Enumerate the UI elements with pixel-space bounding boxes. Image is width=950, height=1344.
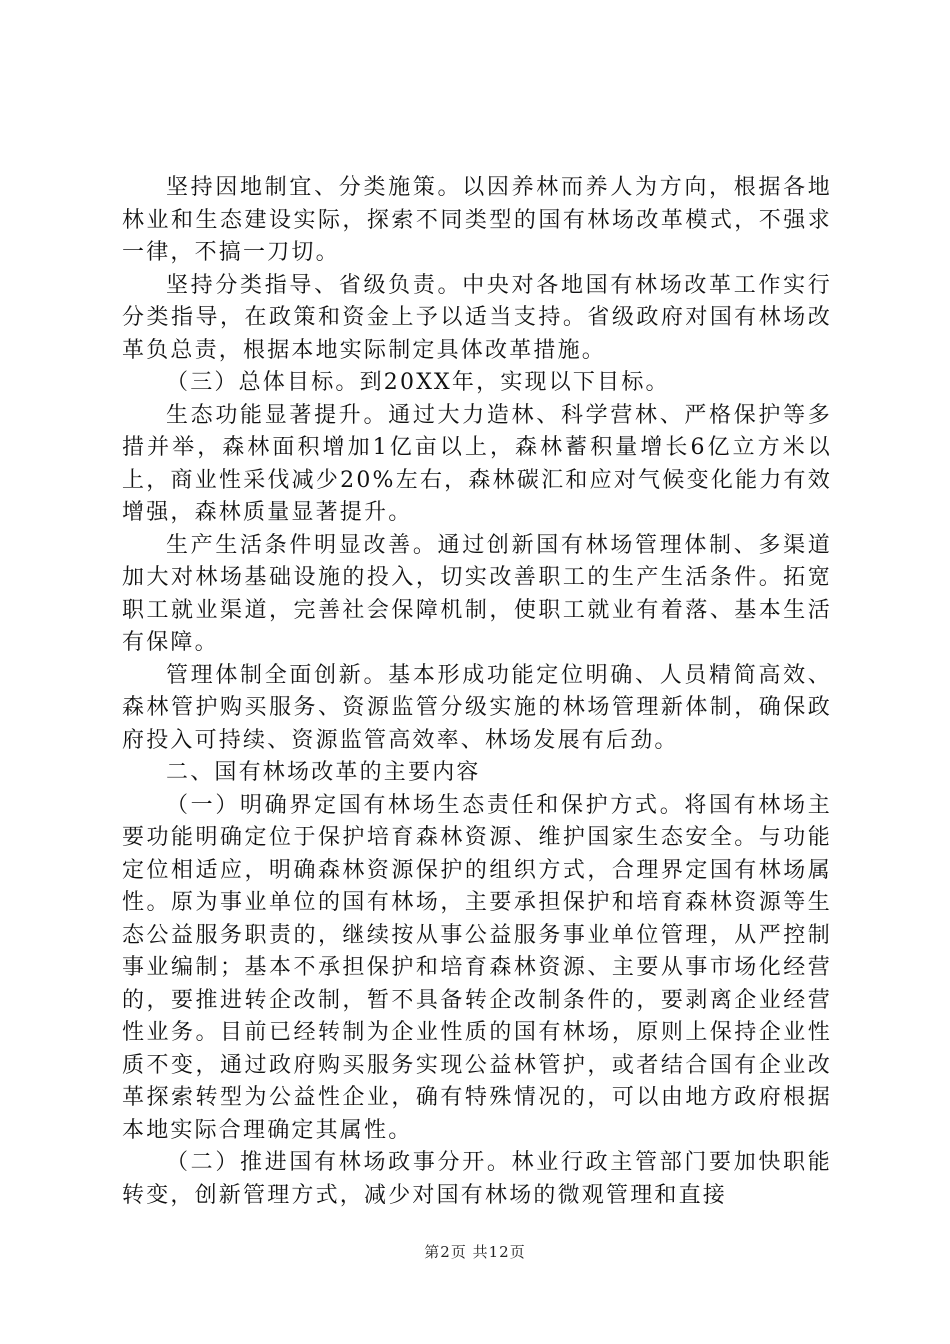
section-heading: 二、国有林场改革的主要内容	[166, 760, 481, 785]
document-body	[122, 172, 832, 1212]
page-footer: 第2页 共12页	[424, 1243, 526, 1261]
paragraph-5: 生产生活条件明显改善。通过创新国有林场管理体制、多渠道加大对林场基础设施的投入，切实改善职工的生产生活条件。拓宽职工就业渠道，完善社会保障机制，使职工就业有着落、基本生活有保障。	[122, 532, 832, 655]
paragraph-6: 管理体制全面创新。基本形成功能定位明确、人员精简高效、森林管护购买服务、资源监管分级实施的林场管理新体制，确保政府投入可持续、资源监管高效率、林场发展有后劲。	[122, 662, 832, 753]
paragraph-3: （三）总体目标。到20XX年，实现以下目标。	[166, 370, 670, 395]
paragraph-1: 坚持因地制宜、分类施策。以因养林而养人为方向，根据各地林业和生态建设实际，探索不同类型的国有林场改革模式，不强求一律，不搞一刀切。	[122, 175, 832, 265]
paragraph-8: （一）明确界定国有林场生态责任和保护方式。将国有林场主要功能明确定位于保护培育森林资源、维护国家生态安全。与功能定位相适应，明确森林资源保护的组织方式，合理界定国有林场属性。原为事业单位的国有林场，主要承担保护和培育森林资源等生态公益服务职责的，继续按从事公益服务事业单位管理，从严控制事业编制；基本不承担保护和培育森林资源、主要从事市场化经营的，要推进转企改制，暂不具备转企改制条件的，要剥离企业经营性业务。目前已经转制为企业性质的国有林场，原则上保持企业性质不变，通过政府购买服务实现公益林管护，或者结合国有企业改革探索转型为公益性企业，确有特殊情况的，可以由地方政府根据本地实际合理确定其属性。	[122, 792, 832, 1143]
paragraph-9: （二）推进国有林场政事分开。林业行政主管部门要加快职能转变，创新管理方式，减少对国有林场的微观管理和直接	[122, 1150, 832, 1208]
paragraph-4: 生态功能显著提升。通过大力造林、科学营林、严格保护等多措并举，森林面积增加1亿亩以上，森林蓄积量增长6亿立方米以上，商业性采伐减少20%左右，森林碳汇和应对气候变化能力有效增强，森林质量显著提升。	[122, 402, 832, 525]
paragraph-2: 坚持分类指导、省级负责。中央对各地国有林场改革工作实行分类指导，在政策和资金上予以适当支持。省级政府对国有林场改革负总责，根据本地实际制定具体改革措施。	[122, 272, 832, 363]
